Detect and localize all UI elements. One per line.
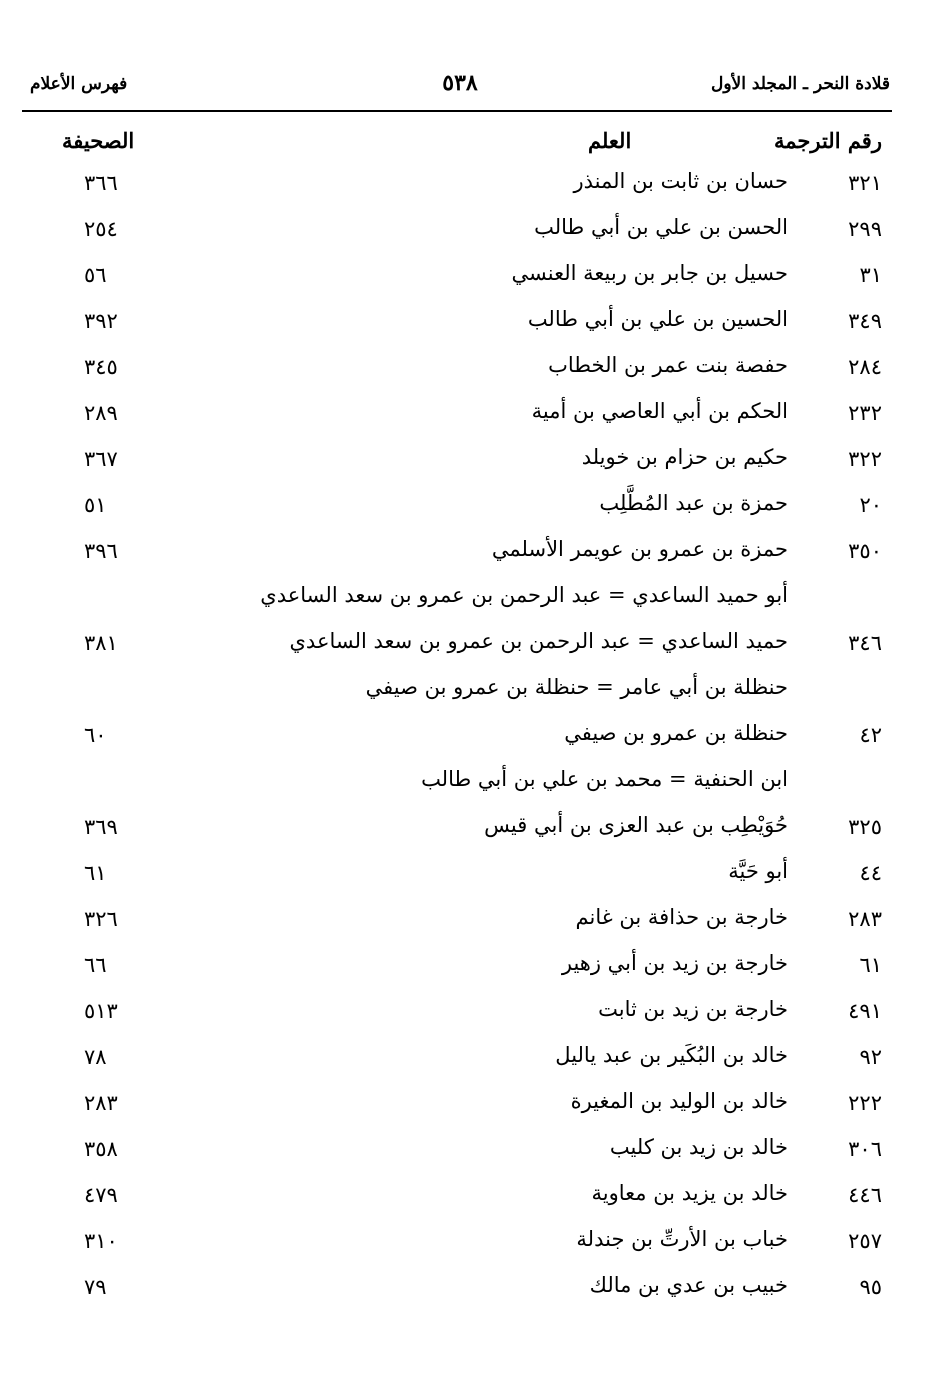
table-row: [0, 993, 950, 1039]
entry-name: الحكم بن أبي العاصي بن أمية: [531, 399, 788, 423]
table-row: [0, 1131, 950, 1177]
entry-page: ٢٨٣: [84, 1091, 118, 1115]
cross-reference-row: [0, 579, 950, 625]
entry-name: خارجة بن زيد بن أبي زهير: [561, 951, 788, 975]
entry-number: ٢٠: [859, 493, 882, 517]
entry-page: ٣٥٨: [84, 1137, 118, 1161]
table-row: [0, 901, 950, 947]
entry-name: حفصة بنت عمر بن الخطاب: [548, 353, 788, 377]
table-row: [0, 717, 950, 763]
entry-page: ٢٥٤: [84, 217, 118, 241]
table-row: [0, 441, 950, 487]
entry-number: ٣٢٢: [848, 447, 882, 471]
table-row: [0, 855, 950, 901]
entry-name: خالد بن الوليد بن المغيرة: [570, 1089, 788, 1113]
entry-number: ٣٤٦: [848, 631, 882, 655]
entry-number: ٤٤: [859, 861, 882, 885]
column-header-name: العلم: [588, 128, 632, 153]
table-row: [0, 1085, 950, 1131]
entry-name: خارجة بن حذافة بن غانم: [575, 905, 788, 929]
entry-number: ٩٢: [859, 1045, 882, 1069]
section-title: فهرس الأعلام: [30, 74, 128, 94]
index-table: [0, 165, 950, 1315]
entry-page: ٣٨١: [84, 631, 118, 655]
entry-number: ٤٤٦: [848, 1183, 882, 1207]
entry-page: ٧٩: [84, 1275, 107, 1299]
entry-page: ٣٦٧: [84, 447, 118, 471]
entry-name: خالد بن يزيد بن معاوية: [591, 1181, 788, 1205]
entry-page: ٤٧٩: [84, 1183, 118, 1207]
header-rule: [22, 110, 892, 112]
entry-name: حنظلة بن عمرو بن صيفي: [564, 721, 788, 745]
entry-page: ٦٦: [84, 953, 107, 977]
entry-name: خباب بن الأرتِّ بن جندلة: [576, 1227, 788, 1251]
entry-name: حُوَيْطِب بن عبد العزى بن أبي قيس: [484, 813, 788, 837]
cross-reference-row: [0, 671, 950, 717]
entry-name: خالد بن زيد بن كليب: [609, 1135, 788, 1159]
page-number: ٥٣٨: [442, 70, 478, 96]
entry-page: ٣٦٩: [84, 815, 118, 839]
table-row: [0, 1039, 950, 1085]
table-row: [0, 1269, 950, 1315]
running-header: [30, 70, 890, 104]
entry-page: ٣٩٢: [84, 309, 118, 333]
entry-number: ٢٩٩: [848, 217, 882, 241]
entry-name: خالد بن البُكَير بن عبد ياليل: [555, 1043, 788, 1067]
entry-number: ٣٢١: [848, 171, 882, 195]
entry-name: حمزة بن عمرو بن عويمر الأسلمي: [491, 537, 788, 561]
entry-name: الحسن بن علي بن أبي طالب: [534, 215, 788, 239]
entry-page: ٥١: [84, 493, 107, 517]
entry-page: ٣٢٦: [84, 907, 118, 931]
entry-page: ٣١٠: [84, 1229, 118, 1253]
entry-name: الحسين بن علي بن أبي طالب: [527, 307, 788, 331]
entry-page: ٣٦٦: [84, 171, 118, 195]
table-row: [0, 303, 950, 349]
entry-number: ٢٥٧: [848, 1229, 882, 1253]
entry-number: ٢٨٤: [848, 355, 882, 379]
entry-name: حكيم بن حزام بن خويلد: [581, 445, 788, 469]
column-header-page: الصحيفة: [62, 128, 135, 153]
table-row: [0, 487, 950, 533]
entry-name: خبيب بن عدي بن مالك: [589, 1273, 788, 1297]
table-row: [0, 809, 950, 855]
entry-name: حسيل بن جابر بن ربيعة العنسي: [511, 261, 788, 285]
table-row: [0, 349, 950, 395]
entry-number: ٣٠٦: [848, 1137, 882, 1161]
table-row: [0, 625, 950, 671]
entry-name: أبو حميد الساعدي = عبد الرحمن بن عمرو بن سعد الساعدي: [260, 583, 788, 607]
entry-page: ٦٠: [84, 723, 107, 747]
table-row: [0, 1177, 950, 1223]
table-row: [0, 395, 950, 441]
book-title: قلادة النحر ـ المجلد الأول: [710, 74, 890, 94]
table-row: [0, 165, 950, 211]
entry-number: ٢٢٢: [848, 1091, 882, 1115]
entry-name: خارجة بن زيد بن ثابت: [598, 997, 788, 1021]
entry-number: ٣٢٥: [848, 815, 882, 839]
table-row: [0, 257, 950, 303]
entry-page: ٣٩٦: [84, 539, 118, 563]
entry-number: ٢٨٣: [848, 907, 882, 931]
entry-name: حميد الساعدي = عبد الرحمن بن عمرو بن سعد الساعدي: [289, 629, 788, 653]
entry-number: ٣٤٩: [848, 309, 882, 333]
cross-reference-row: [0, 763, 950, 809]
entry-page: ٦١: [84, 861, 107, 885]
entry-name: ابن الحنفية = محمد بن علي بن أبي طالب: [421, 767, 788, 791]
entry-name: أبو حَيَّة: [728, 859, 788, 883]
entry-name: حسان بن ثابت بن المنذر: [573, 169, 788, 193]
table-row: [0, 947, 950, 993]
entry-number: ٢٣٢: [848, 401, 882, 425]
entry-number: ٩٥: [859, 1275, 882, 1299]
column-header-entry-number: رقم الترجمة: [773, 128, 882, 153]
entry-page: ٣٤٥: [84, 355, 118, 379]
entry-page: ٥٦: [84, 263, 107, 287]
entry-number: ٦١: [859, 953, 882, 977]
entry-page: ٥١٣: [84, 999, 118, 1023]
table-row: [0, 1223, 950, 1269]
entry-page: ٧٨: [84, 1045, 107, 1069]
entry-number: ٤٩١: [848, 999, 882, 1023]
entry-name: حمزة بن عبد المُطَّلِب: [599, 491, 788, 515]
table-row: [0, 533, 950, 579]
entry-number: ٤٢: [859, 723, 882, 747]
entry-page: ٢٨٩: [84, 401, 118, 425]
entry-number: ٣١: [859, 263, 882, 287]
entry-name: حنظلة بن أبي عامر = حنظلة بن عمرو بن صيفي: [365, 675, 788, 699]
table-row: [0, 211, 950, 257]
entry-number: ٣٥٠: [848, 539, 882, 563]
